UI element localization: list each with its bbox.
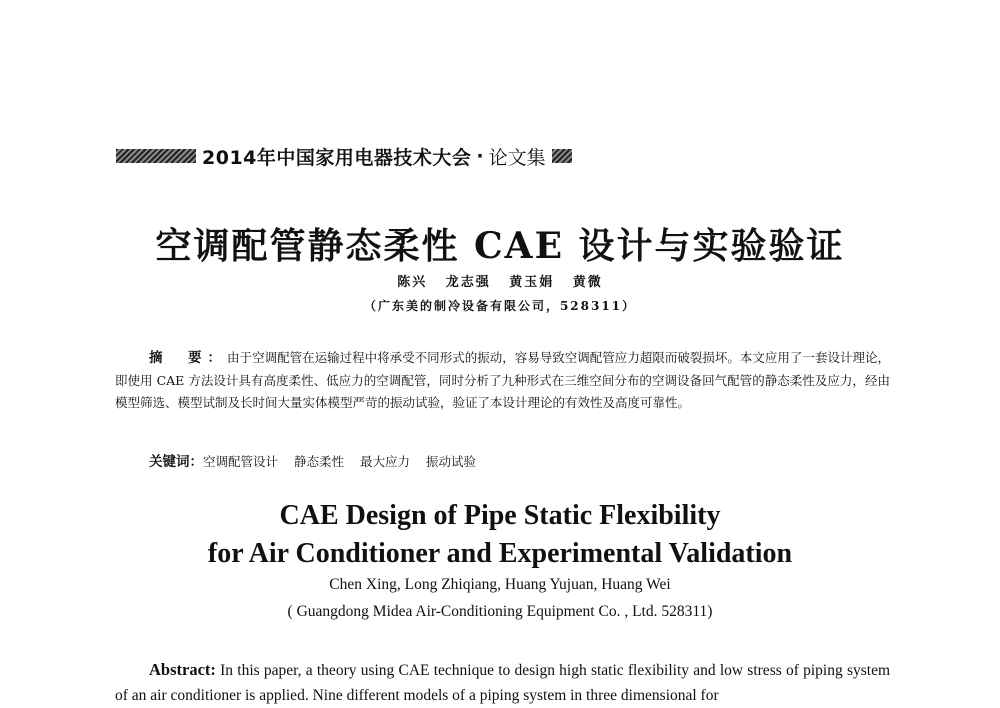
english-abstract-label: Abstract (149, 660, 211, 679)
keyword: 空调配管设计 (203, 454, 279, 469)
english-abstract-text: In this paper, a theory using CAE technique to design high static flexibility and low stress of piping system of an air conditioner is applied. Nine different models of a piping system in three dimensional for (115, 662, 890, 704)
chinese-abstract-text: 由于空调配管在运输过程中将承受不同形式的振动，容易导致空调配管应力超限而破裂损坏。本文应用了一套设计理论，即使用 CAE 方法设计具有高度柔性、低应力的空调配管，同时分析了九种形式在三维空间分布的空调设备回气配管的静态柔性及应力，经由模型筛选、模型试制及长时间大量实体模型严苛的振动试验，验证了本设计理论的有效性及高度可靠性。 (115, 350, 890, 410)
english-title-line-2: for Air Conditioner and Experimental Validation (207, 538, 793, 569)
chinese-keywords-label: 关键词： (149, 454, 203, 470)
chinese-affiliation: （广东美的制冷设备有限公司，528311） (363, 299, 637, 313)
chinese-abstract-label: 摘 要： (149, 350, 228, 366)
header-decoration-right (552, 149, 572, 163)
english-abstract-colon: : (210, 660, 216, 679)
keyword: 最大应力 (360, 454, 411, 469)
english-abstract (115, 657, 890, 708)
english-title-line-1: CAE Design of Pipe Static Flexibility (279, 500, 721, 531)
chinese-keywords (149, 450, 492, 470)
conference-name: 2014年中国家用电器技术大会 (202, 146, 472, 169)
keyword: 振动试验 (426, 454, 477, 469)
keyword: 静态柔性 (294, 454, 345, 469)
running-header (116, 143, 572, 169)
chinese-authors: 陈兴 龙志强 黄玉娟 黄微 (397, 275, 603, 290)
chinese-abstract (115, 347, 890, 415)
english-affiliation: ( Guangdong Midea Air-Conditioning Equipment Co. , Ltd. 528311) (287, 603, 713, 620)
chinese-title: 空调配管静态柔性 CAE 设计与实验验证 (155, 225, 845, 267)
header-separator: · (476, 145, 484, 167)
english-authors: Chen Xing, Long Zhiqiang, Huang Yujuan, Huang Wei (329, 576, 671, 593)
collection-name: 论文集 (488, 146, 546, 169)
header-decoration-left (116, 149, 196, 163)
